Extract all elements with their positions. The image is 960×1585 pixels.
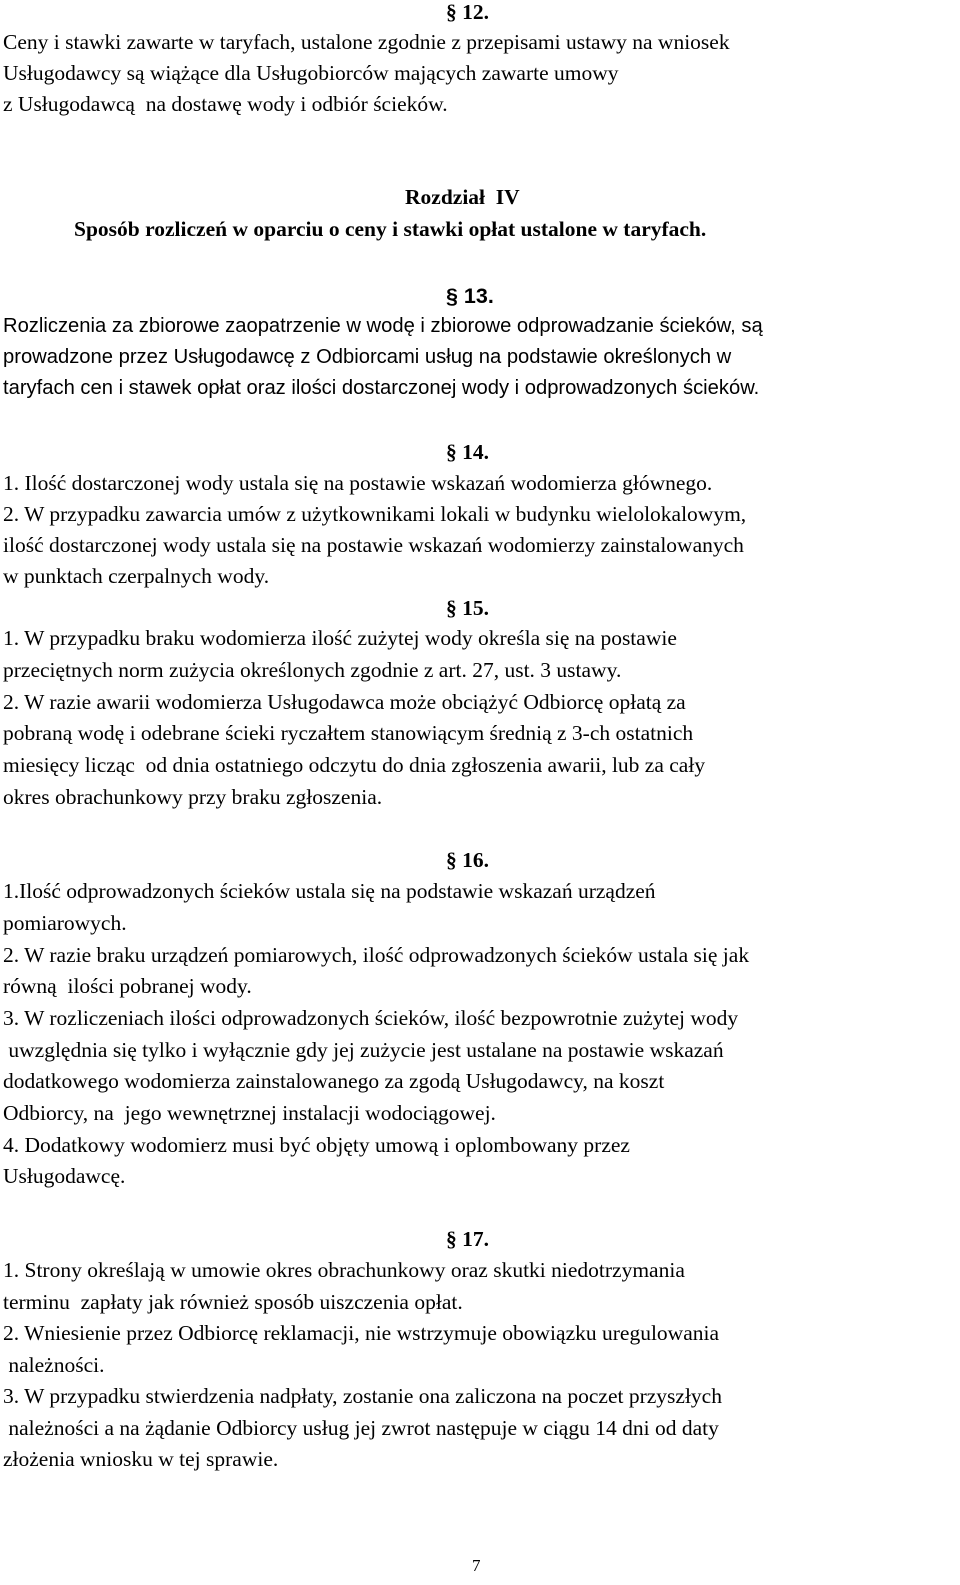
section-16-line-10: Usługodawcę. [3, 1164, 126, 1188]
section-13-line-1: Rozliczenia za zbiorowe zaopatrzenie w wodę i zbiorowe odprowadzanie ścieków, są [3, 315, 763, 337]
section-15-line-1: 1. W przypadku braku wodomierza ilość zużytej wody określa się na postawie [3, 626, 677, 650]
section-14-title: § 14. [446, 440, 489, 464]
section-16-line-8: Odbiorcy, na jego wewnętrznej instalacji wodociągowej. [3, 1101, 496, 1125]
section-17-line-2: terminu zapłaty jak również sposób uiszczenia opłat. [3, 1290, 463, 1314]
section-12-line-1: Ceny i stawki zawarte w taryfach, ustalone zgodnie z przepisami ustawy na wniosek [3, 30, 730, 54]
section-12-line-3: z Usługodawcą na dostawę wody i odbiór ścieków. [3, 92, 448, 116]
section-16-line-6: uwzględnia się tylko i wyłącznie gdy jej zużycie jest ustalane na postawie wskazań [3, 1038, 724, 1062]
section-12-line-2: Usługodawcy są wiążące dla Usługobiorców mających zawarte umowy [3, 61, 619, 85]
chapter-title: Rozdział IV [405, 185, 520, 209]
section-12-title: § 12. [446, 0, 489, 24]
section-15-line-5: miesięcy licząc od dnia ostatniego odczytu do dnia zgłoszenia awarii, lub za cały [3, 753, 706, 777]
section-16-line-2: pomiarowych. [3, 911, 127, 935]
section-17-line-5: 3. W przypadku stwierdzenia nadpłaty, zostanie ona zaliczona na poczet przyszłych [3, 1384, 722, 1408]
section-13-line-2: prowadzone przez Usługodawcę z Odbiorcami usług na podstawie określonych w [3, 346, 732, 368]
section-15-line-2: przeciętnych norm zużycia określonych zgodnie z art. 27, ust. 3 ustawy. [3, 658, 622, 682]
section-17-line-4: należności. [3, 1353, 105, 1377]
section-17-line-7: złożenia wniosku w tej sprawie. [3, 1447, 279, 1471]
section-16-line-5: 3. W rozliczeniach ilości odprowadzonych ścieków, ilość bezpowrotnie zużytej wody [3, 1006, 739, 1030]
section-15-title: § 15. [446, 596, 489, 620]
section-16-line-1: 1.Ilość odprowadzonych ścieków ustala się na podstawie wskazań urządzeń [3, 879, 656, 903]
section-14-line-3: ilość dostarczonej wody ustala się na postawie wskazań wodomierzy zainstalowanych [3, 533, 744, 557]
section-17-line-6: należności a na żądanie Odbiorcy usług jej zwrot następuje w ciągu 14 dni od daty [3, 1416, 719, 1440]
section-14-line-1: 1. Ilość dostarczonej wody ustala się na postawie wskazań wodomierza głównego. [3, 471, 713, 495]
section-17-title: § 17. [446, 1227, 489, 1251]
section-16-line-3: 2. W razie braku urządzeń pomiarowych, ilość odprowadzonych ścieków ustala się jak [3, 943, 750, 967]
section-15-line-4: pobraną wodę i odebrane ścieki ryczałtem stanowiącym średnią z 3-ch ostatnich [3, 721, 694, 745]
section-16-line-9: 4. Dodatkowy wodomierz musi być objęty umową i oplombowany przez [3, 1133, 630, 1157]
section-16-line-4: równą ilości pobranej wody. [3, 974, 252, 998]
section-17-line-1: 1. Strony określają w umowie okres obrachunkowy oraz skutki niedotrzymania [3, 1258, 685, 1282]
section-16-title: § 16. [446, 848, 489, 872]
section-15-line-6: okres obrachunkowy przy braku zgłoszenia. [3, 785, 383, 809]
section-13-title: § 13. [446, 284, 494, 308]
section-17-line-3: 2. Wniesienie przez Odbiorcę reklamacji, nie wstrzymuje obowiązku uregulowania [3, 1321, 719, 1345]
chapter-subtitle: Sposób rozliczeń w oparciu o ceny i stawki opłat ustalone w taryfach. [74, 217, 707, 241]
section-14-line-2: 2. W przypadku zawarcia umów z użytkownikami lokali w budynku wielolokalowym, [3, 502, 747, 526]
page-number: 7 [472, 1556, 481, 1575]
section-16-line-7: dodatkowego wodomierza zainstalowanego za zgodą Usługodawcy, na koszt [3, 1069, 665, 1093]
section-13-line-3: taryfach cen i stawek opłat oraz ilości dostarczonej wody i odprowadzonych ścieków. [3, 377, 760, 399]
section-14-line-4: w punktach czerpalnych wody. [3, 564, 270, 588]
section-15-line-3: 2. W razie awarii wodomierza Usługodawca może obciążyć Odbiorcę opłatą za [3, 690, 686, 714]
